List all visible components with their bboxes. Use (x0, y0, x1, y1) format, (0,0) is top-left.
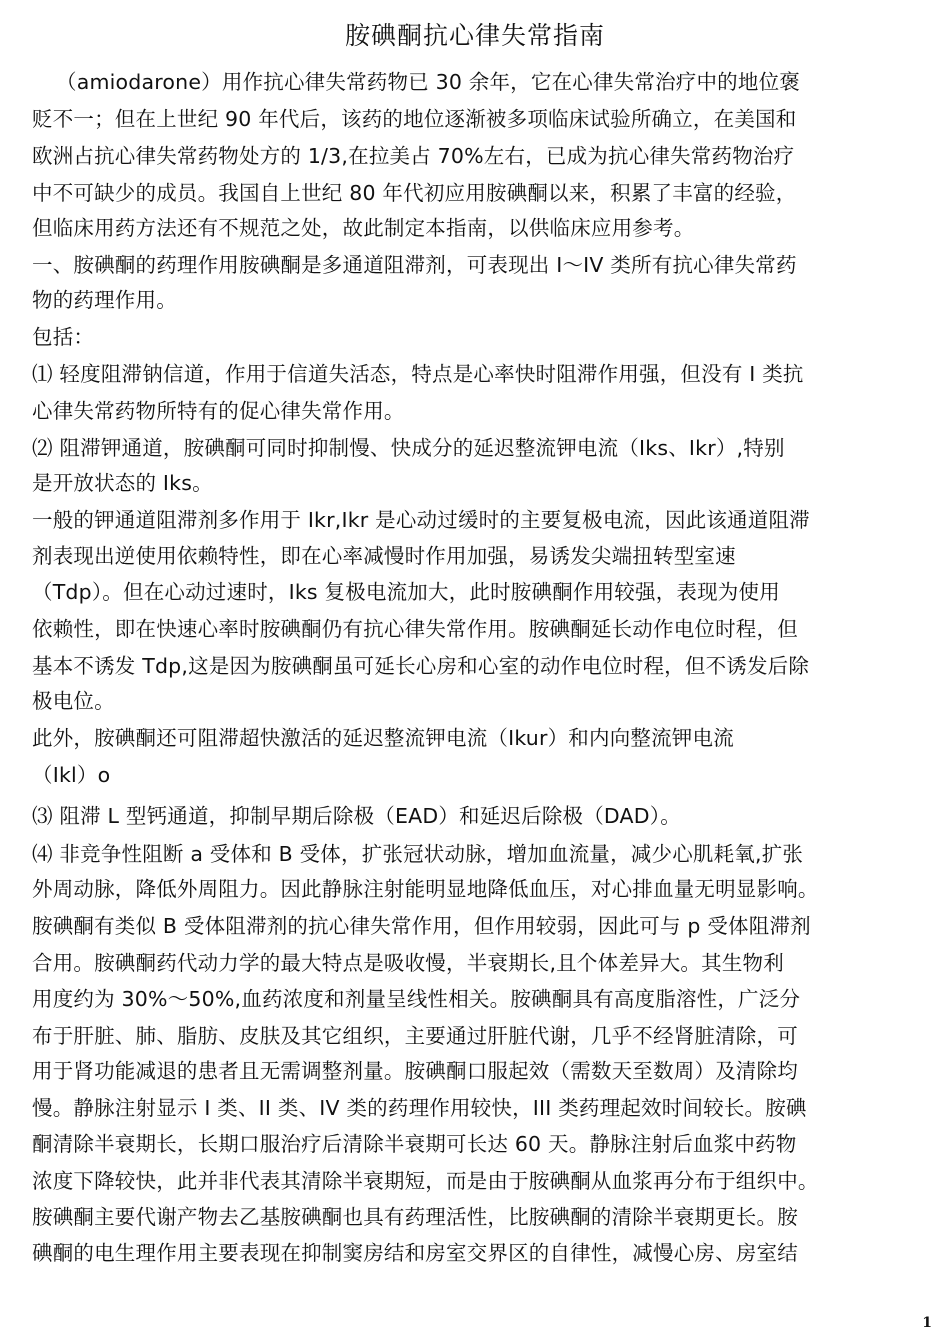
text-line: ⑵ 阻滞钾通道，胺碘酮可同时抑制慢、快成分的延迟整流钾电流（Iks、Ikr）,特别 (32, 436, 785, 460)
text-line: 中不可缺少的成员。我国自上世纪 80 年代初应用胺碘酮以来，积累了丰富的经验， (32, 181, 797, 205)
text-line: 胺碘酮主要代谢产物去乙基胺碘酮也具有药理活性，比胺碘酮的清除半衰期更长。胺 (32, 1205, 798, 1229)
text-line: 一、胺碘酮的药理作用胺碘酮是多通道阻滞剂，可表现出 I〜IV 类所有抗心律失常药 (32, 253, 797, 277)
text-line: 依赖性，即在快速心率时胺碘酮仍有抗心律失常作用。胺碘酮延长动作电位时程，但 (32, 617, 798, 641)
text-line: 物的药理作用。 (32, 288, 177, 312)
text-line: 胺碘酮有类似 B 受体阻滞剂的抗心律失常作用，但作用较弱，因此可与 p 受体阻滞剂 (32, 914, 811, 938)
document-title: 胺碘酮抗心律失常指南 (344, 21, 605, 50)
page-number: 1 (922, 1315, 932, 1331)
text-line: 极电位。 (32, 689, 115, 713)
text-line: 外周动脉，降低外周阻力。因此静脉注射能明显地降低血压，对心排血量无明显影响。 (32, 877, 819, 901)
text-line: 用于肾功能减退的患者且无需调整剂量。胺碘酮口服起效（需数天至数周）及清除均 (32, 1059, 798, 1083)
text-line: 用度约为 30%〜50%,血药浓度和剂量呈线性相关。胺碘酮具有高度脂溶性，广泛分 (32, 987, 801, 1011)
text-line: （Ikl）o (32, 763, 111, 787)
text-line: ⑶ 阻滞 L 型钙通道，抑制早期后除极（EAD）和延迟后除极（DAD）。 (32, 804, 681, 828)
text-line: 包括： (32, 325, 95, 349)
text-line: ⑷ 非竞争性阻断 a 受体和 B 受体，扩张冠状动脉，增加血流量，减少心肌耗氧,扩张 (32, 842, 804, 866)
text-line: 一般的钾通道阻滞剂多作用于 Ikr,Ikr 是心动过缓时的主要复极电流，因此该通道阻滞 (32, 508, 810, 532)
text-line: 浓度下降较快，此并非代表其清除半衰期短，而是由于胺碘酮从血浆再分布于组织中。 (32, 1169, 819, 1193)
text-line: 布于肝脏、肺、脂肪、皮肤及其它组织，主要通过肝脏代谢，几乎不经肾脏清除，可 (32, 1024, 798, 1048)
text-line: ⑴ 轻度阻滞钠信道，作用于信道失活态，特点是心率快时阻滞作用强，但没有 I 类抗 (32, 362, 804, 386)
text-line: 酮清除半衰期长，长期口服治疗后清除半衰期可长达 60 天。静脉注射后血浆中药物 (32, 1132, 797, 1156)
text-line: （Tdp）。但在心动过速时，Iks 复极电流加大，此时胺碘酮作用较强，表现为使用 (32, 580, 780, 604)
text-line: 贬不一；但在上世纪 90 年代后，该药的地位逐渐被多项临床试验所确立，在美国和 (32, 107, 797, 131)
text-line: 欧洲占抗心律失常药物处方的 1/3,在拉美占 70%左右，已成为抗心律失常药物治疗 (32, 144, 795, 168)
text-line: 剂表现出逆使用依赖特性，即在心率减慢时作用加强，易诱发尖端扭转型室速 (32, 544, 736, 568)
text-line: 碘酮的电生理作用主要表现在抑制窦房结和房室交界区的自律性，减慢心房、房室结 (32, 1241, 798, 1265)
text-line: 此外，胺碘酮还可阻滞超快激活的延迟整流钾电流（Ikur）和内向整流钾电流 (32, 726, 734, 750)
text-line: 慢。静脉注射显示 I 类、II 类、IV 类的药理作用较快，III 类药理起效时间较长。胺碘 (32, 1096, 807, 1120)
text-line: 是开放状态的 Iks。 (32, 471, 213, 495)
text-line: 但临床用药方法还有不规范之处，故此制定本指南，以供临床应用参考。 (32, 216, 695, 240)
text-line: 基本不诱发 Tdp,这是因为胺碘酮虽可延长心房和心室的动作电位时程，但不诱发后除 (32, 654, 810, 678)
text-line: 合用。胺碘酮药代动力学的最大特点是吸收慢，半衰期长,且个体差异大。其生物利 (32, 951, 784, 975)
text-line: 心律失常药物所特有的促心律失常作用。 (32, 399, 405, 423)
text-line: （amiodarone）用作抗心律失常药物已 30 余年，它在心律失常治疗中的地位褒 (56, 70, 800, 94)
